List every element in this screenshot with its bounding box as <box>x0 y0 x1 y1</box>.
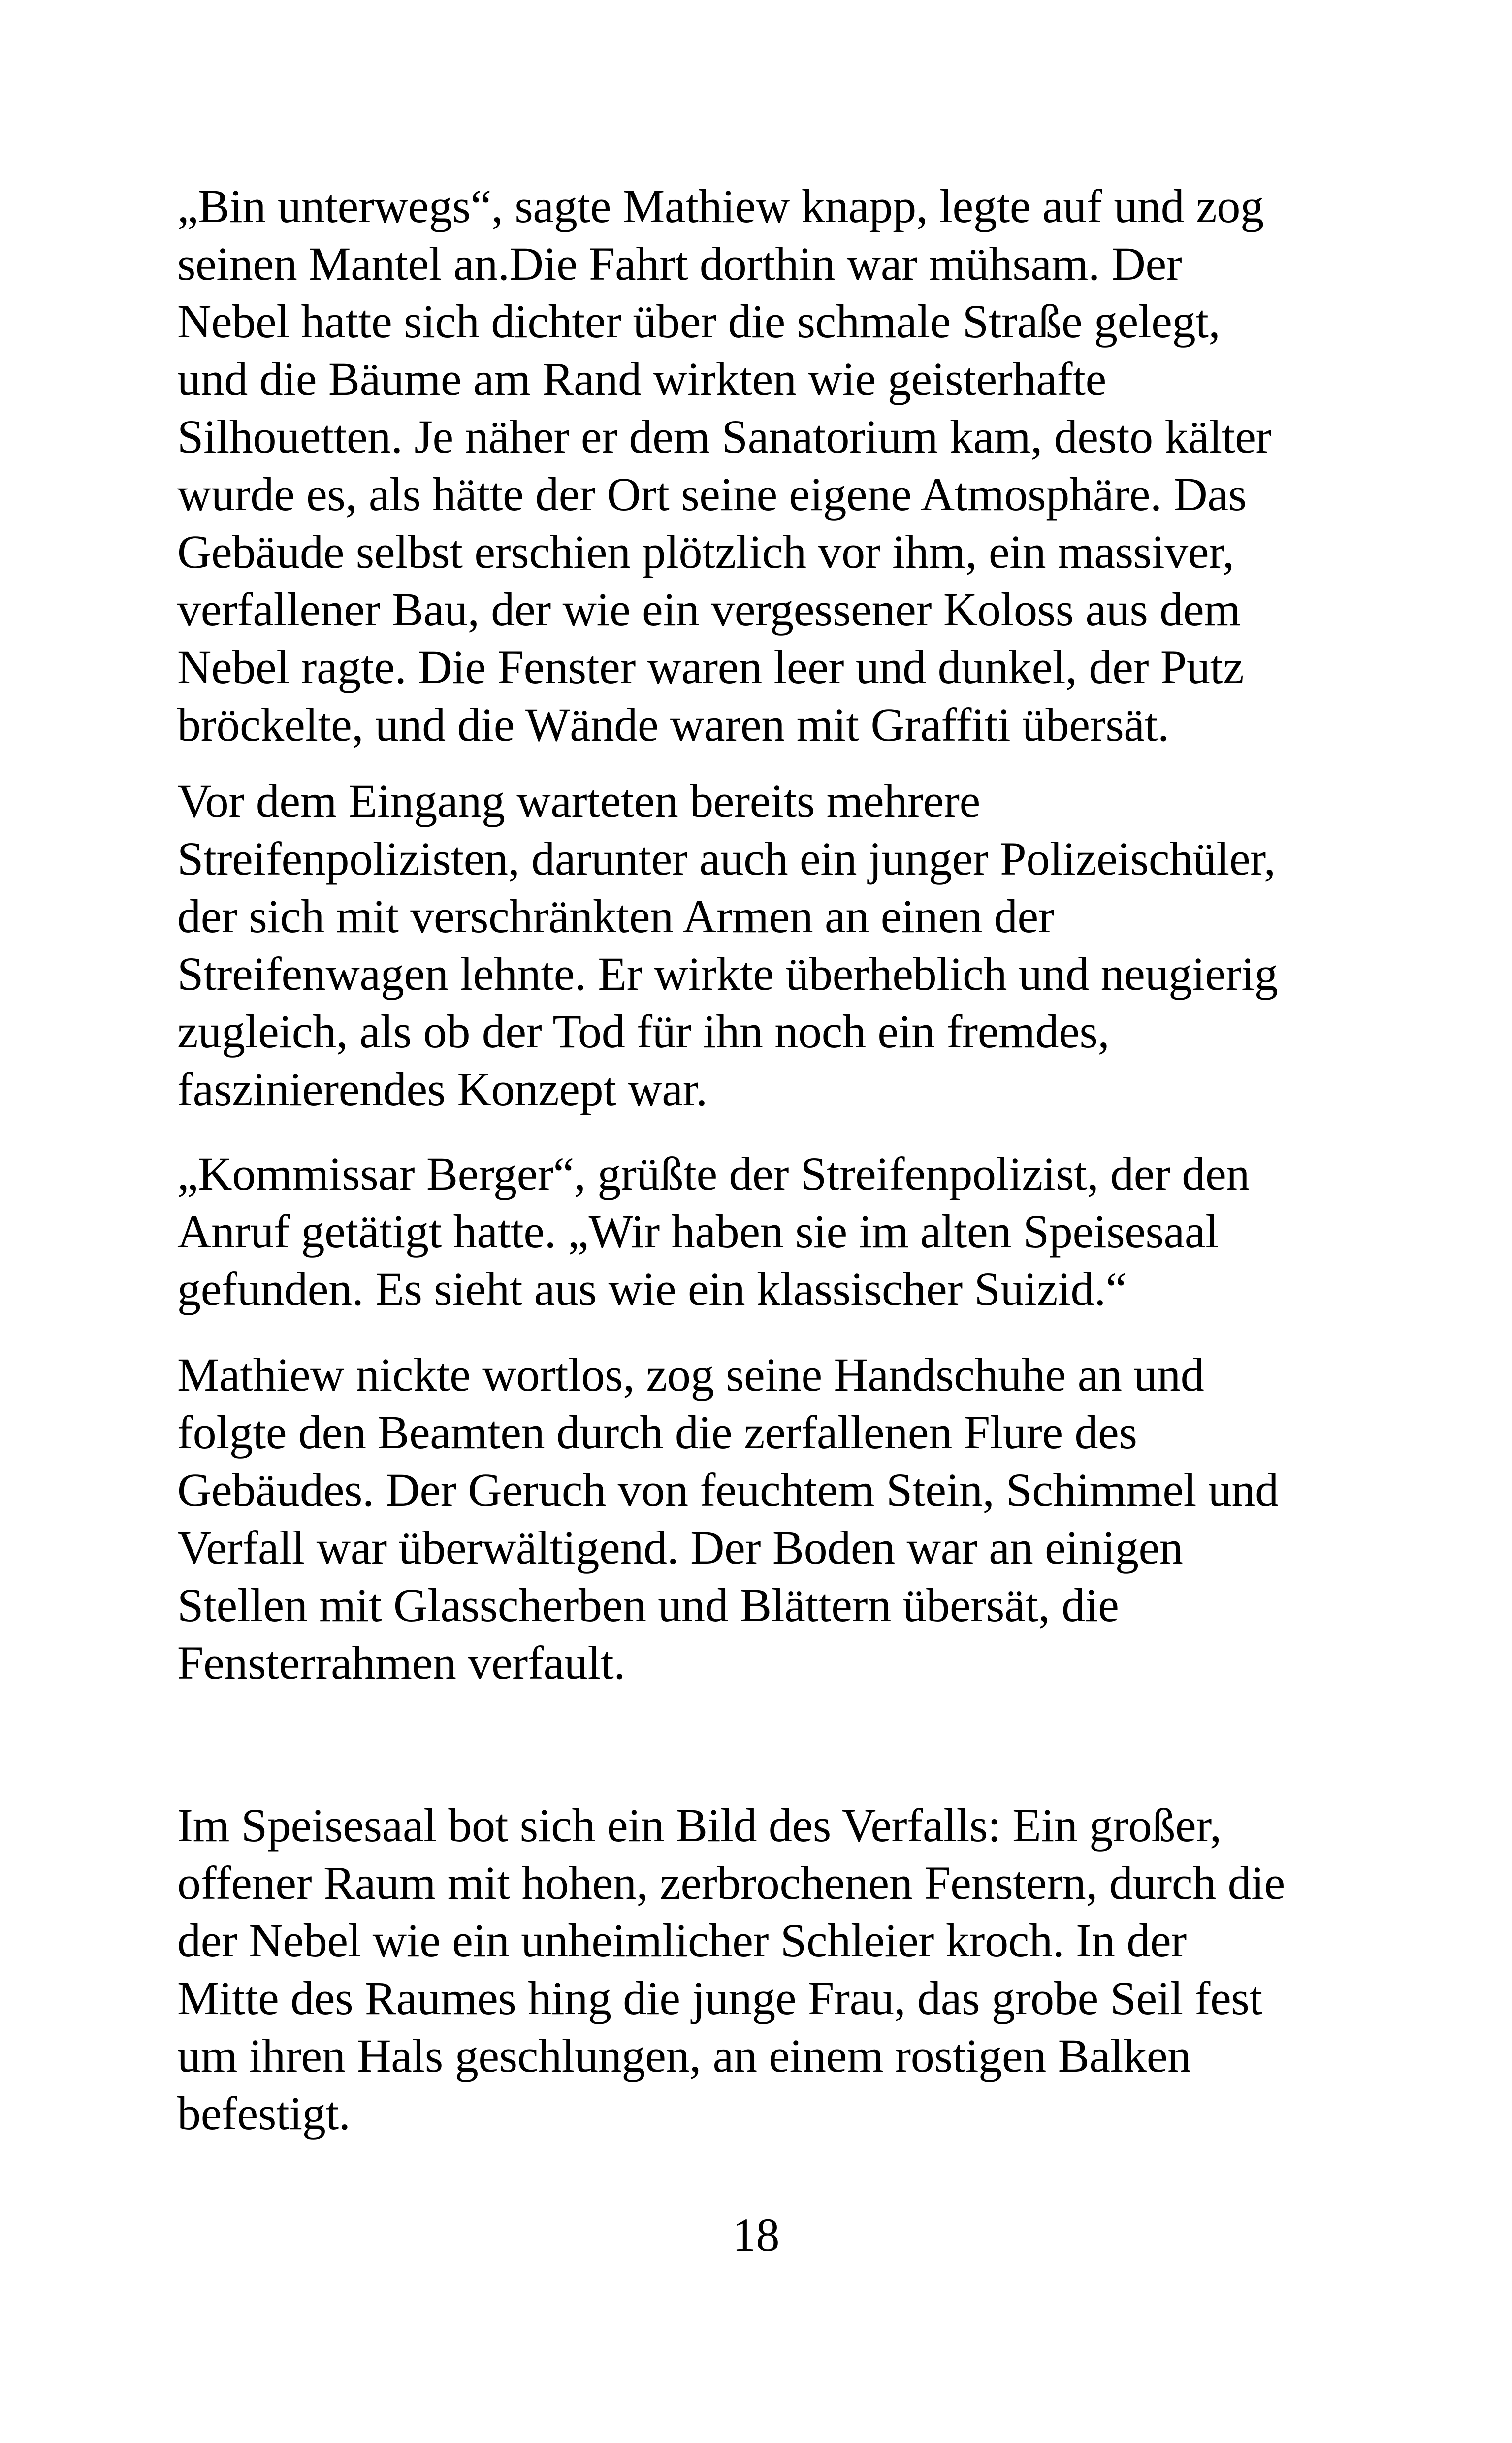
paragraph-1 <box>177 177 1359 753</box>
text-line: und die Bäume am Rand wirkten wie geisterhafte <box>177 353 1106 405</box>
paragraph-2 <box>177 772 1359 1118</box>
text-line: Streifenpolizisten, darunter auch ein junger Polizeischüler, <box>177 832 1276 885</box>
text-line: „Bin unterwegs“, sagte Mathiew knapp, legte auf und zog <box>177 180 1264 232</box>
text-line: zugleich, als ob der Tod für ihn noch ein fremdes, <box>177 1005 1110 1058</box>
text-line: Anruf getätigt hatte. „Wir haben sie im alten Speisesaal <box>177 1205 1219 1258</box>
text-line: Nebel ragte. Die Fenster waren leer und dunkel, der Putz <box>177 641 1244 693</box>
paragraph-5 <box>177 1796 1359 2142</box>
text-line: der sich mit verschränkten Armen an einen der <box>177 890 1054 943</box>
text-line: Verfall war überwältigend. Der Boden war an einigen <box>177 1521 1183 1574</box>
paragraph-3 <box>177 1145 1359 1318</box>
text-line: befestigt. <box>177 2087 351 2140</box>
text-line: Mathiew nickte wortlos, zog seine Handschuhe an und <box>177 1348 1204 1401</box>
page-number: 18 <box>732 2209 780 2261</box>
text-line: bröckelte, und die Wände waren mit Graffiti übersät. <box>177 698 1169 751</box>
text-line: Nebel hatte sich dichter über die schmale Straße gelegt, <box>177 295 1221 348</box>
text-line: wurde es, als hätte der Ort seine eigene Atmosphäre. Das <box>177 468 1247 521</box>
text-line: verfallener Bau, der wie ein vergessener Koloss aus dem <box>177 583 1241 636</box>
text-line: seinen Mantel an.Die Fahrt dorthin war mühsam. Der <box>177 237 1182 290</box>
text-line: Vor dem Eingang warteten bereits mehrere <box>177 775 980 827</box>
text-line: offener Raum mit hohen, zerbrochenen Fenstern, durch die <box>177 1857 1285 1909</box>
text-line: „Kommissar Berger“, grüßte der Streifenpolizist, der den <box>177 1147 1250 1200</box>
text-line: Streifenwagen lehnte. Er wirkte überheblich und neugierig <box>177 947 1278 1000</box>
text-line: Gebäudes. Der Geruch von feuchtem Stein, Schimmel und <box>177 1464 1279 1516</box>
text-line: gefunden. Es sieht aus wie ein klassischer Suizid.“ <box>177 1263 1127 1315</box>
text-line: um ihren Hals geschlungen, an einem rostigen Balken <box>177 2029 1191 2082</box>
text-line: Gebäude selbst erschien plötzlich vor ihm, ein massiver, <box>177 525 1234 578</box>
text-line: Mitte des Raumes hing die junge Frau, das grobe Seil fest <box>177 1972 1262 2024</box>
text-line: faszinierendes Konzept war. <box>177 1063 708 1115</box>
text-line: Silhouetten. Je näher er dem Sanatorium kam, desto kälter <box>177 410 1272 463</box>
text-line: der Nebel wie ein unheimlicher Schleier kroch. In der <box>177 1914 1187 1967</box>
text-line: folgte den Beamten durch die zerfallenen Flure des <box>177 1406 1137 1459</box>
text-line: Fensterrahmen verfault. <box>177 1636 626 1689</box>
text-line: Stellen mit Glasscherben und Blättern übersät, die <box>177 1579 1119 1631</box>
paragraph-4 <box>177 1346 1359 1692</box>
text-line: Im Speisesaal bot sich ein Bild des Verfalls: Ein großer, <box>177 1799 1222 1852</box>
